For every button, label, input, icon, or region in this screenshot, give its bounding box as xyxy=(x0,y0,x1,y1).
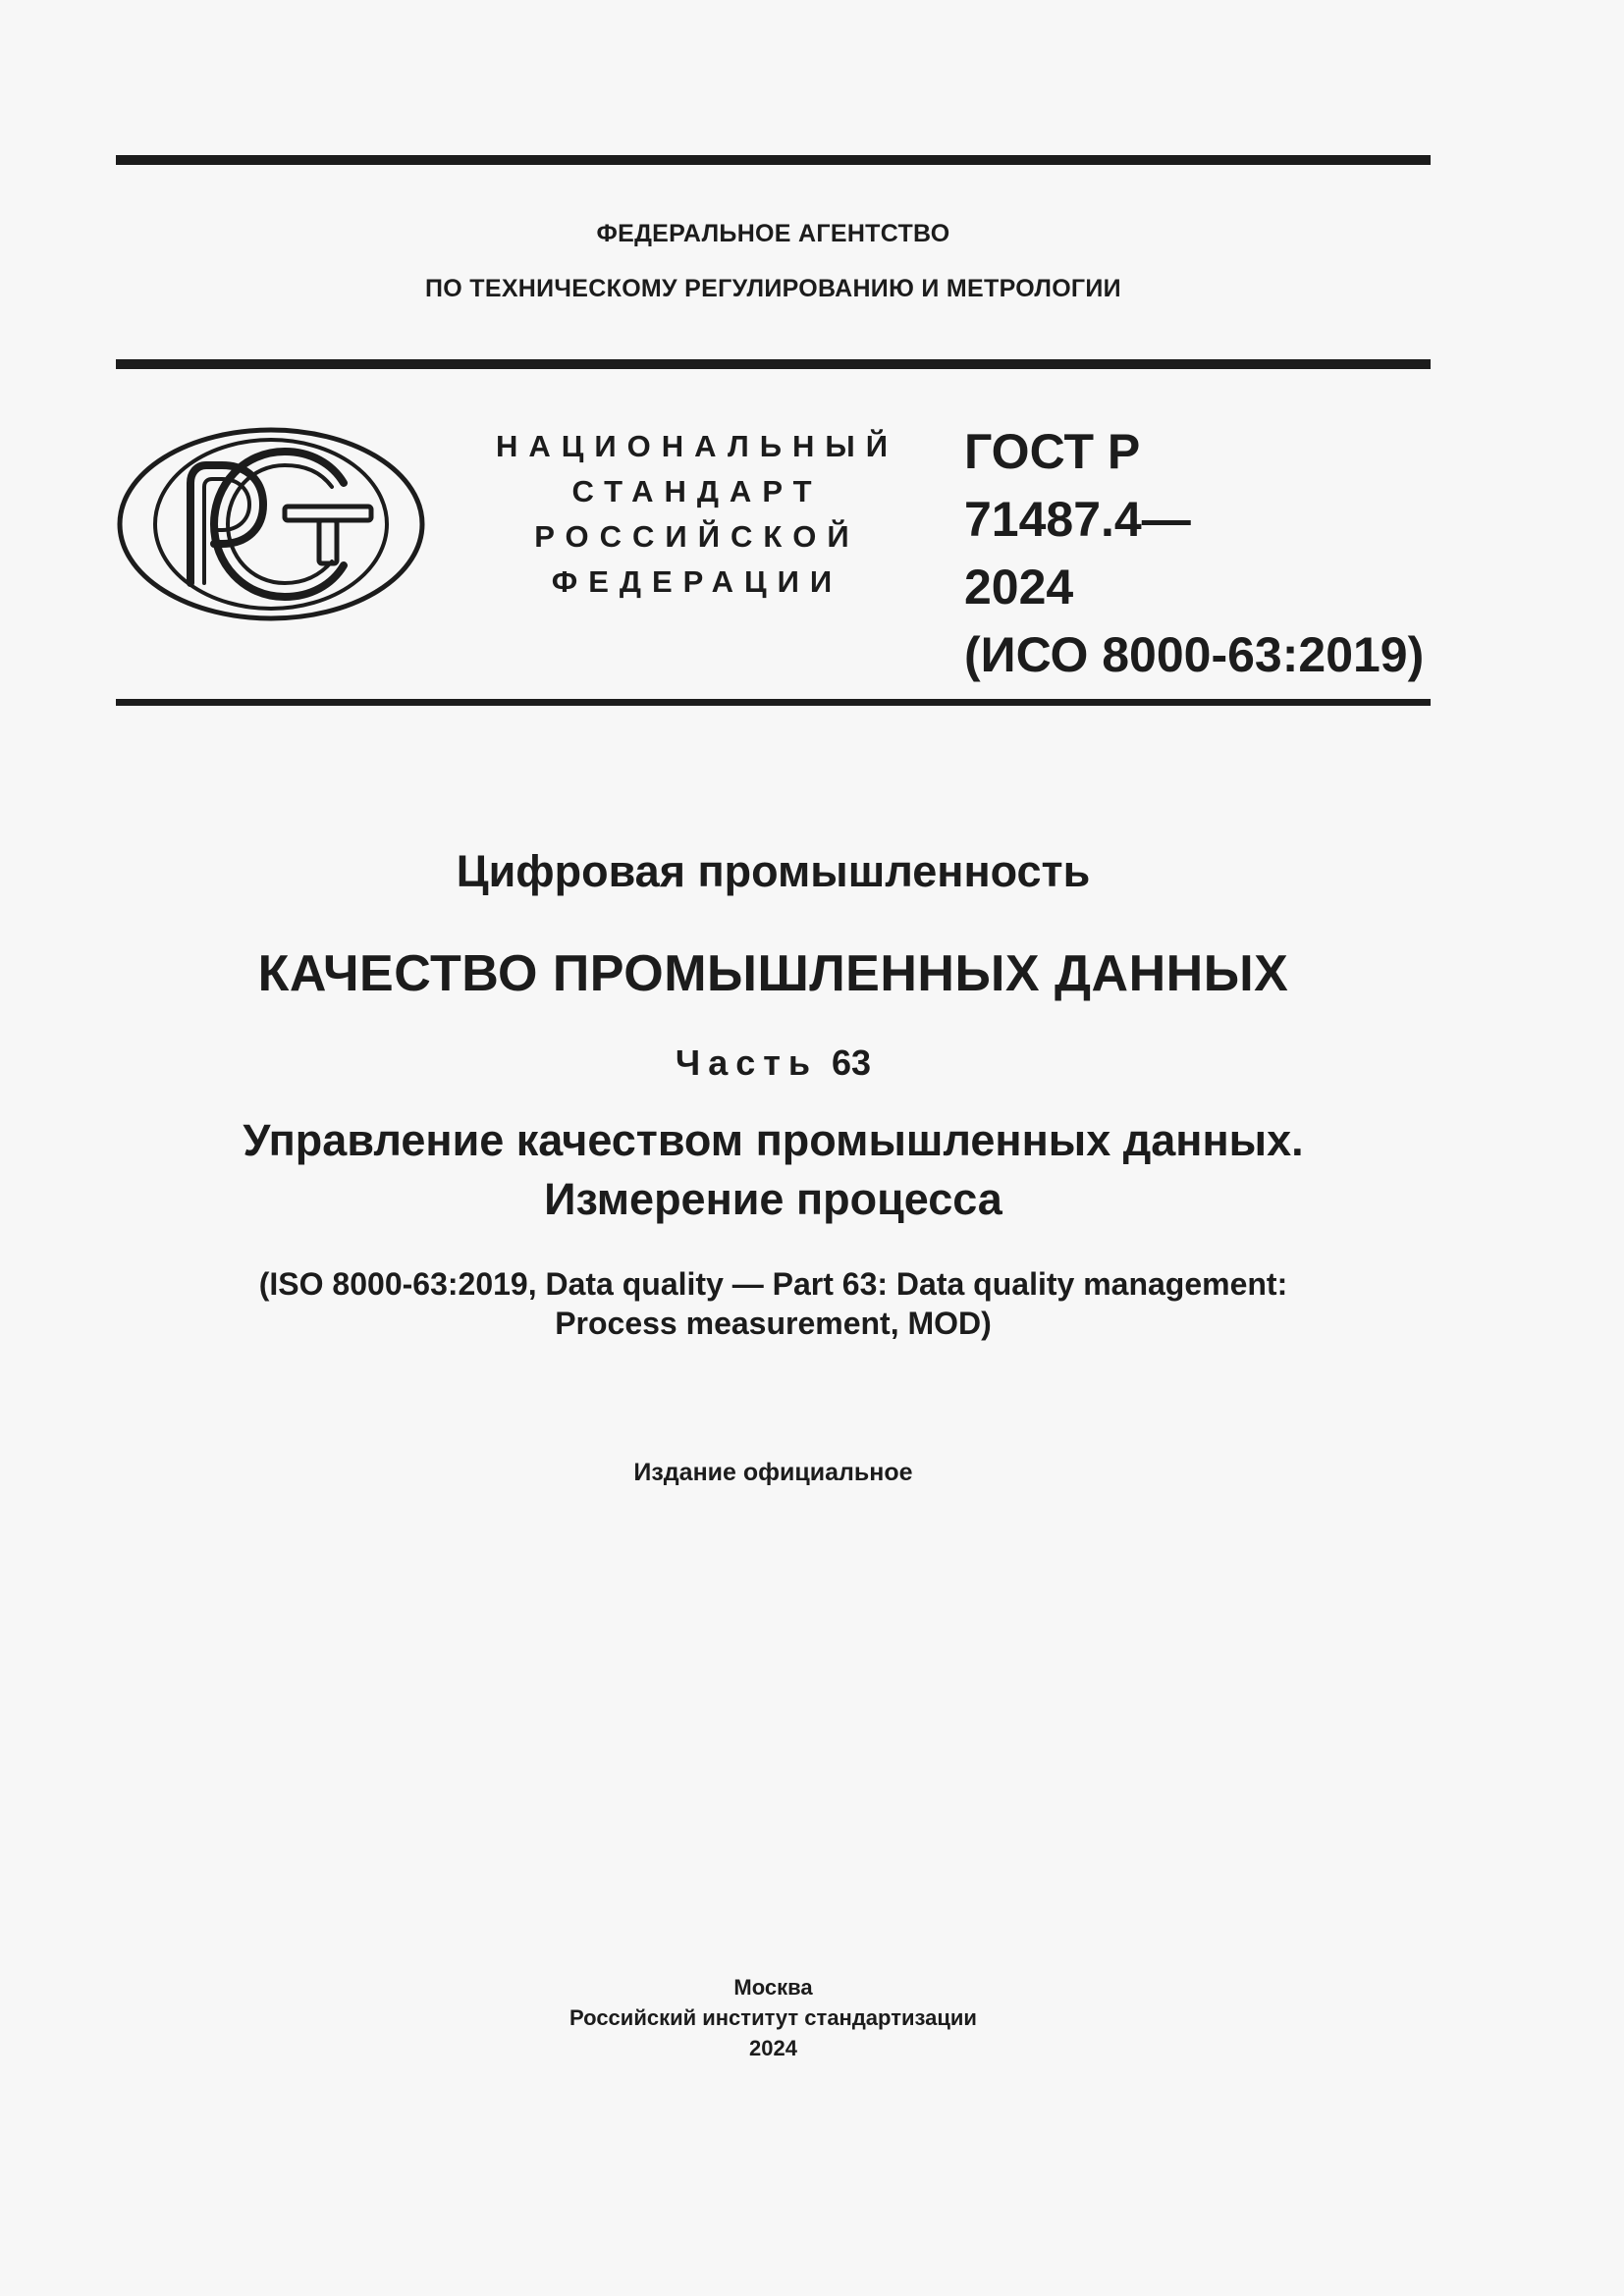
bottom-rule xyxy=(116,699,1431,706)
agency-name-line2: ПО ТЕХНИЧЕСКОМУ РЕГУЛИРОВАНИЮ И МЕТРОЛОГИИ xyxy=(425,275,1121,302)
middle-rule xyxy=(116,359,1431,369)
national-standard-line3: РОССИЙСКОЙ xyxy=(534,519,860,554)
designation-line1: ГОСТ Р xyxy=(964,424,1141,479)
publisher-city: Москва xyxy=(733,1975,813,2000)
publisher-organization: Российский институт стандартизации xyxy=(569,2005,977,2030)
publication-year: 2024 xyxy=(749,2036,797,2060)
rst-logo-icon xyxy=(116,426,426,622)
subtitle-line2: Измерение процесса xyxy=(544,1174,1002,1224)
national-standard-label xyxy=(461,424,933,605)
part-word: Часть xyxy=(675,1042,819,1083)
standard-designation xyxy=(964,418,1424,689)
subtitle-line1: Управление качеством промышленных данных. xyxy=(243,1115,1304,1165)
top-rule xyxy=(116,155,1431,165)
designation-line4: (ИСО 8000-63:2019) xyxy=(964,627,1425,682)
edition-label: Издание официальное xyxy=(633,1459,913,1486)
agency-name-line1: ФЕДЕРАЛЬНОЕ АГЕНТСТВО xyxy=(596,220,950,247)
national-standard-line2: СТАНДАРТ xyxy=(571,474,823,508)
designation-line2: 71487.4— xyxy=(964,492,1191,547)
main-title: КАЧЕСТВО ПРОМЫШЛЕННЫХ ДАННЫХ xyxy=(257,945,1289,1002)
subject-heading: Цифровая промышленность xyxy=(456,846,1091,896)
international-reference-line2: Process measurement, MOD) xyxy=(555,1306,992,1341)
part-heading xyxy=(116,1042,1431,1084)
international-reference-line1: (ISO 8000-63:2019, Data quality — Part 63: Data quality management: xyxy=(258,1266,1288,1302)
designation-line3: 2024 xyxy=(964,560,1074,614)
national-standard-line4: ФЕДЕРАЦИИ xyxy=(551,564,843,599)
part-number: 63 xyxy=(832,1042,872,1083)
national-standard-line1: НАЦИОНАЛЬНЫЙ xyxy=(495,429,899,463)
